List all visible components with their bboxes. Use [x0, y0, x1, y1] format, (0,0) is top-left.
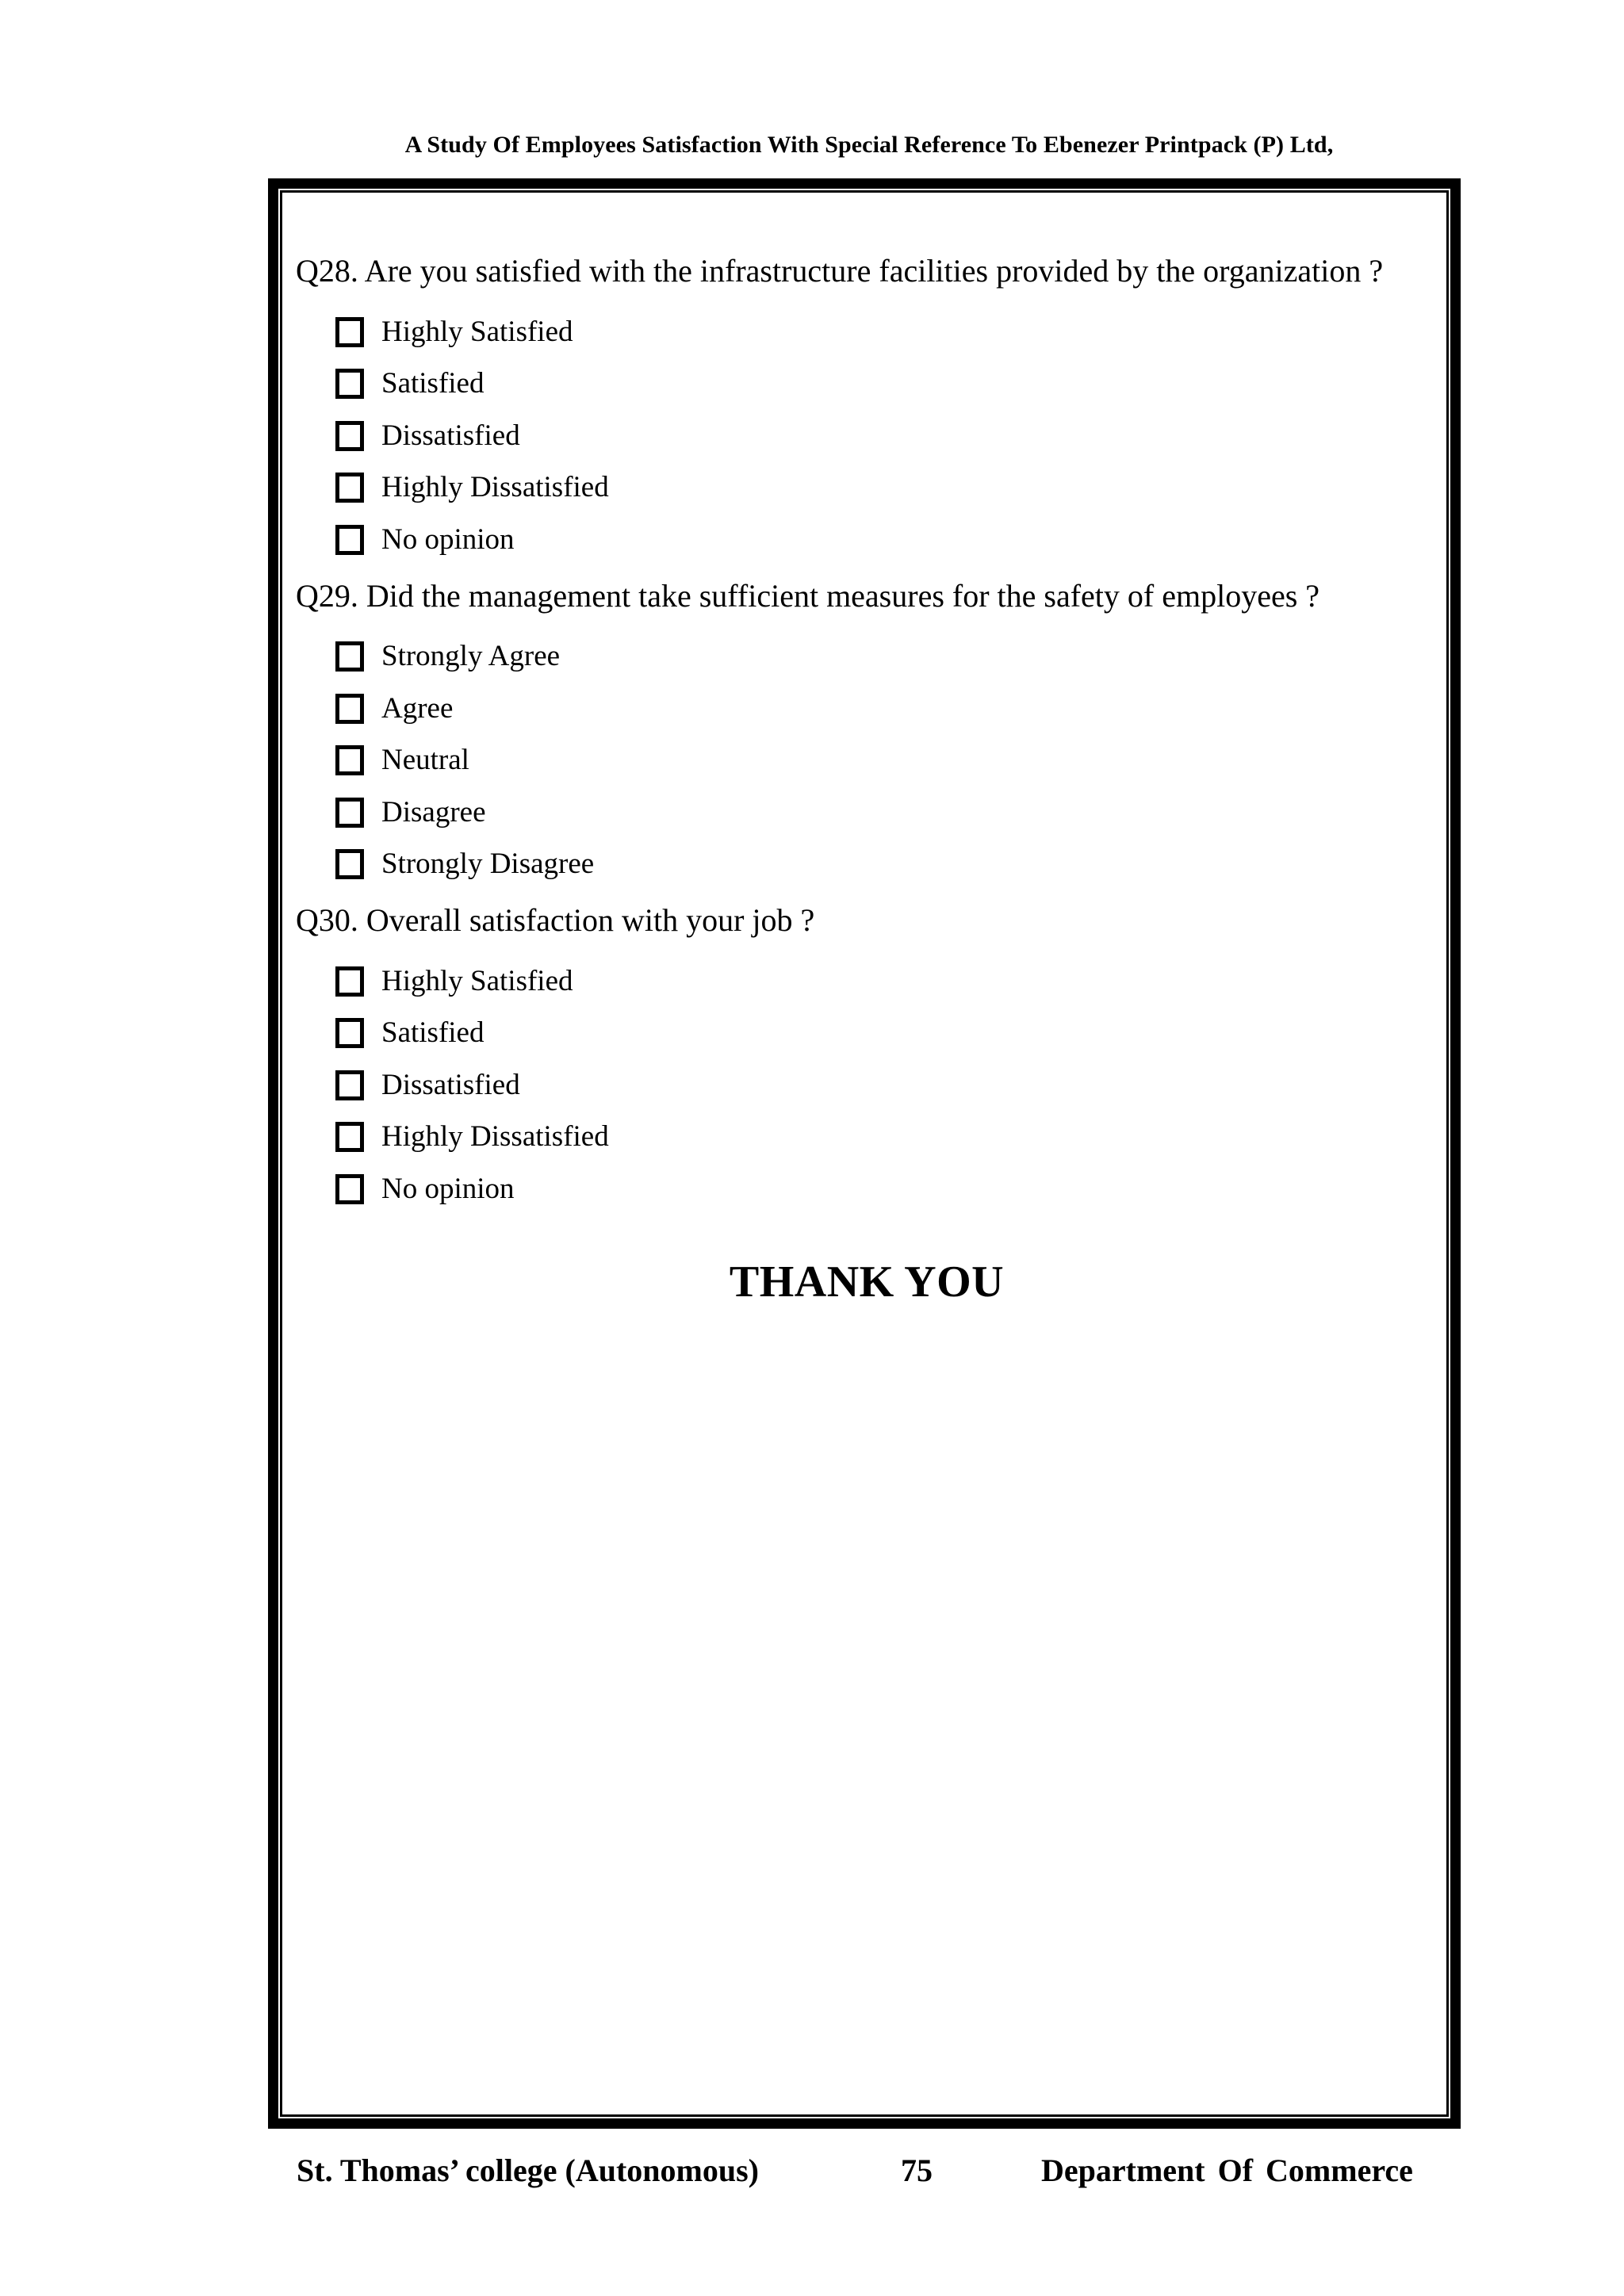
running-header: A Study Of Employees Satisfaction With Special Reference To Ebenezer Printpack (P) Ltd,	[404, 132, 1334, 158]
option-item[interactable]	[335, 839, 1438, 891]
option-label: Satisfied	[381, 1016, 485, 1050]
checkbox[interactable]	[335, 369, 364, 399]
questionnaire	[296, 252, 1438, 1226]
option-label: No opinion	[381, 522, 515, 556]
question-q29	[296, 577, 1438, 891]
option-item[interactable]	[335, 514, 1438, 566]
option-item[interactable]	[335, 306, 1438, 358]
option-label: Strongly Disagree	[381, 848, 595, 881]
checkbox[interactable]	[335, 641, 364, 672]
option-label: Disagree	[381, 795, 486, 828]
option-item[interactable]	[335, 631, 1438, 683]
option-label: Highly Dissatisfied	[381, 1120, 609, 1154]
option-label: Satisfied	[381, 367, 485, 400]
option-list	[296, 955, 1438, 1215]
option-label: No opinion	[381, 1172, 515, 1205]
checkbox[interactable]	[335, 849, 364, 879]
option-label: Neutral	[381, 744, 469, 777]
footer-department: Department Of Commerce	[1041, 2152, 1413, 2188]
option-item[interactable]	[335, 462, 1438, 515]
checkbox[interactable]	[335, 525, 364, 555]
checkbox[interactable]	[335, 798, 364, 828]
option-label: Highly Dissatisfied	[381, 471, 609, 504]
option-list	[296, 306, 1438, 566]
checkbox[interactable]	[335, 1070, 364, 1100]
checkbox[interactable]	[335, 473, 364, 503]
option-list	[296, 631, 1438, 891]
page-number: 75	[901, 2152, 933, 2188]
question-text: Q28. Are you satisfied with the infrastructure facilities provided by the organization ?	[296, 253, 1384, 289]
thank-you-heading: THANK YOU	[729, 1257, 1005, 1307]
checkbox[interactable]	[335, 745, 364, 775]
option-item[interactable]	[335, 1059, 1438, 1112]
option-item[interactable]	[335, 1112, 1438, 1164]
question-q30	[296, 901, 1438, 1215]
option-item[interactable]	[335, 735, 1438, 787]
checkbox[interactable]	[335, 421, 364, 451]
option-label: Highly Satisfied	[381, 964, 573, 997]
question-q28	[296, 252, 1438, 566]
option-label: Dissatisfied	[381, 1068, 520, 1101]
option-item[interactable]	[335, 410, 1438, 462]
option-item[interactable]	[335, 786, 1438, 839]
option-item[interactable]	[335, 683, 1438, 735]
checkbox[interactable]	[335, 1174, 364, 1204]
option-label: Agree	[381, 691, 454, 725]
option-label: Highly Satisfied	[381, 315, 573, 348]
option-label: Dissatisfied	[381, 419, 520, 452]
checkbox[interactable]	[335, 694, 364, 724]
question-text: Q29. Did the management take sufficient measures for the safety of employees ?	[296, 577, 1320, 614]
checkbox[interactable]	[335, 966, 364, 997]
option-label: Strongly Agree	[381, 640, 561, 673]
footer-institution: St. Thomas’ college (Autonomous)	[297, 2152, 759, 2188]
checkbox[interactable]	[335, 1122, 364, 1152]
checkbox[interactable]	[335, 317, 364, 347]
option-item[interactable]	[335, 1163, 1438, 1215]
checkbox[interactable]	[335, 1018, 364, 1048]
option-item[interactable]	[335, 358, 1438, 411]
option-item[interactable]	[335, 955, 1438, 1008]
question-text: Q30. Overall satisfaction with your job ?	[296, 902, 815, 938]
option-item[interactable]	[335, 1008, 1438, 1060]
